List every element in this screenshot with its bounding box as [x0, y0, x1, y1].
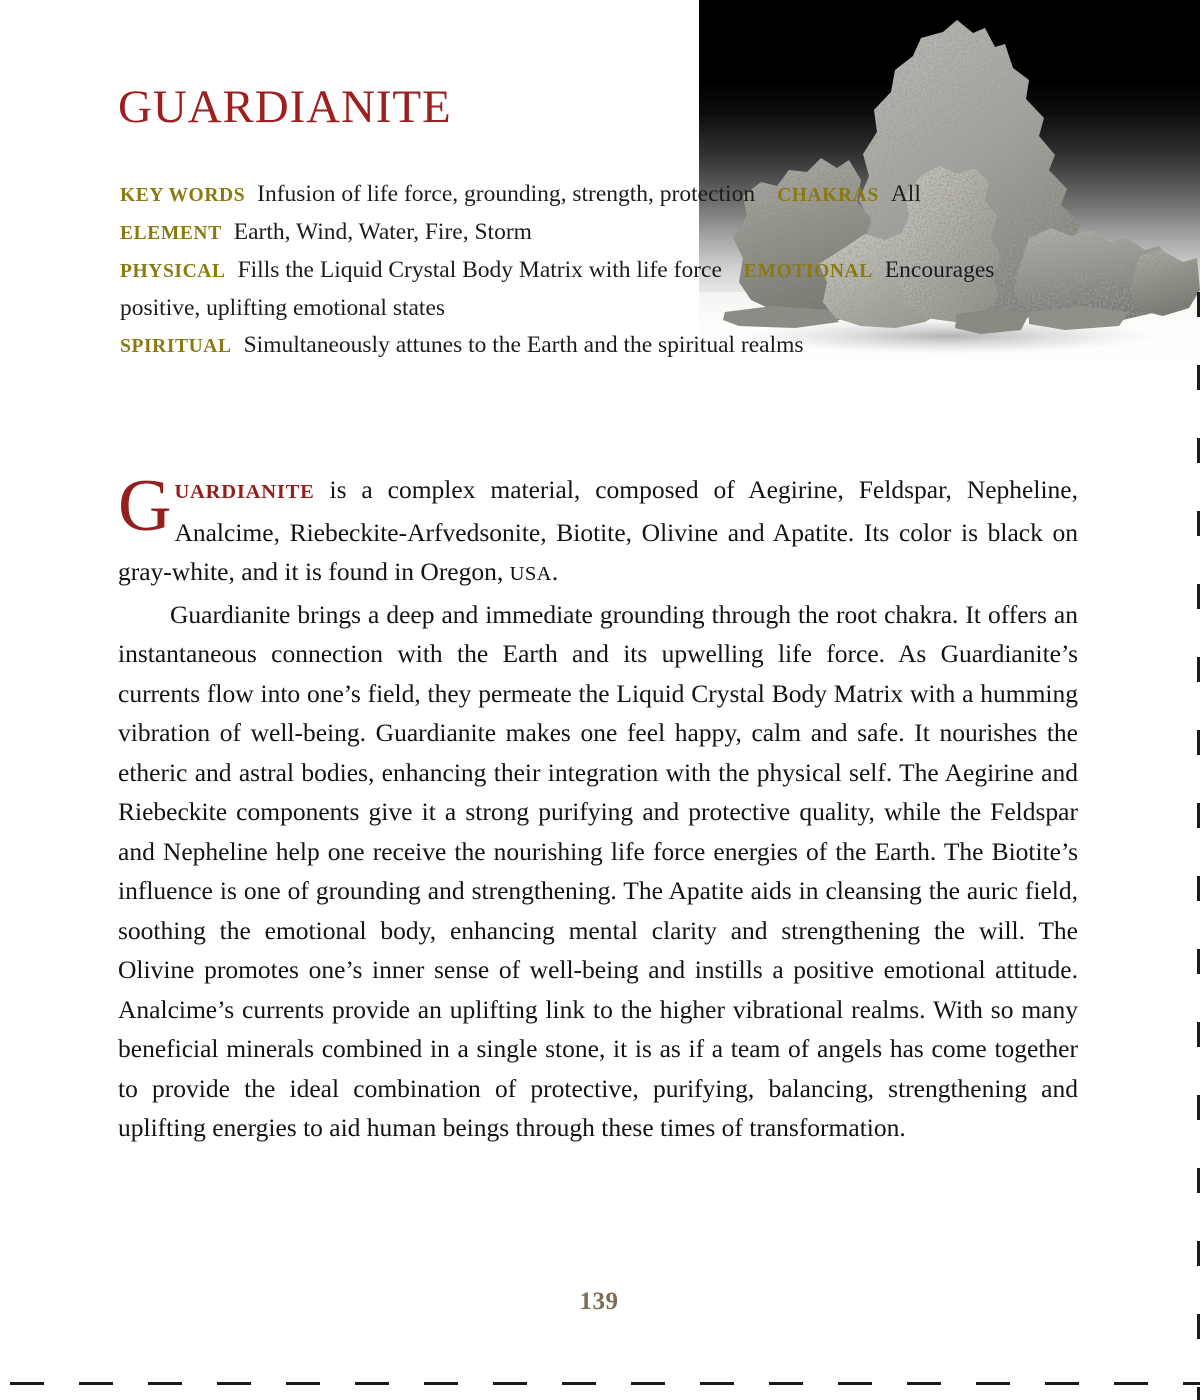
keyword-label-physical: PHYSICAL [120, 261, 226, 282]
page-number: 139 [579, 1288, 619, 1315]
keyword-label-chakras: CHAKRAS [777, 185, 879, 206]
paragraph-main: Guardianite brings a deep and immediate grounding through the root chakra. It offers an instantaneous connection with the Earth and its upwelling life force. As Guardianite’s currents flow into one’s field, they permeate the Liquid Crystal Body Matrix with a humming vibration of well-being. Guardianite makes one feel happy, calm and safe. It nourishes the etheric and astral bodies, enhancing their integration with the physical self. The Aegirine and Riebeckite components give it a strong purifying and protective quality, while the Feldspar and Nepheline help one receive the nourishing life force energies of the Earth. The Biotite’s influence is one of grounding and strengthening. The Apatite aids in cleansing the auric field, soothing the emotional body, enhancing mental clarity and strengthening the will. The Olivine promotes one’s inner sense of well-being and instills a positive emotional attitude. Analcime’s currents provide an uplifting link to the higher vibrational realms. With so many beneficial minerals combined in a single stone, it is as if a team of angels has come together to provide the ideal combination of protective, purifying, balancing, strengthening and uplifting energies to aid human beings through these times of transformation. [118, 599, 1078, 1142]
paragraph-intro [118, 465, 1078, 595]
keyword-value-key-words: Infusion of life force, grounding, strength, protection [257, 181, 756, 207]
edge-dash-mark [424, 1382, 458, 1385]
edge-dash-mark [493, 1382, 527, 1385]
keyword-label-key-words: KEY WORDS [120, 185, 246, 206]
edge-dash-mark [700, 1382, 734, 1385]
keyword-value-element: Earth, Wind, Water, Fire, Storm [233, 219, 532, 245]
body-text [118, 465, 1078, 1148]
edge-dash-mark [631, 1382, 665, 1385]
edge-dash-mark [769, 1382, 803, 1385]
keyword-label-spiritual: SPIRITUAL [120, 336, 232, 357]
keyword-value-spiritual: Simultaneously attunes to the Earth and the spiritual realms [243, 332, 804, 358]
paragraph-intro-tail: . [551, 557, 559, 586]
lead-smallcaps: UARDIANITE [174, 481, 315, 503]
edge-dash-mark [838, 1382, 872, 1385]
keyword-value-physical: Fills the Liquid Crystal Body Matrix with life force [237, 257, 722, 283]
edge-dash-mark [1183, 1382, 1200, 1385]
edge-dash-mark [1114, 1382, 1148, 1385]
edge-dash-mark [286, 1382, 320, 1385]
page-title: GUARDIANITE [118, 81, 452, 133]
usa-smallcaps: USA [509, 563, 552, 585]
edge-dash-mark [217, 1382, 251, 1385]
edge-dash-mark [148, 1382, 182, 1385]
edge-dash-mark [907, 1382, 941, 1385]
edge-dash-mark [976, 1382, 1010, 1385]
keyword-label-emotional: EMOTIONAL [743, 261, 873, 282]
keyword-value-chakras: All [890, 181, 921, 207]
keyword-value-emotional: Encourages positive, uplifting emotional states [120, 257, 995, 321]
edge-dash-mark [562, 1382, 596, 1385]
edge-dash-mark [355, 1382, 389, 1385]
keyword-label-element: ELEMENT [120, 223, 222, 244]
edge-dash-mark [79, 1382, 113, 1385]
drop-cap: G [118, 465, 172, 547]
edge-dash-mark [1045, 1382, 1079, 1385]
keywords-block [120, 176, 1080, 365]
edge-dash-mark [10, 1382, 44, 1385]
paragraph-intro-rest: is a complex material, composed of Aegirine, Feldspar, Nepheline, Analcime, Riebeckite-Arfvedsonite, Biotite, Olivine and Apatite. Its color is black on gray-white, and it is found in Oregon, [118, 475, 1078, 586]
